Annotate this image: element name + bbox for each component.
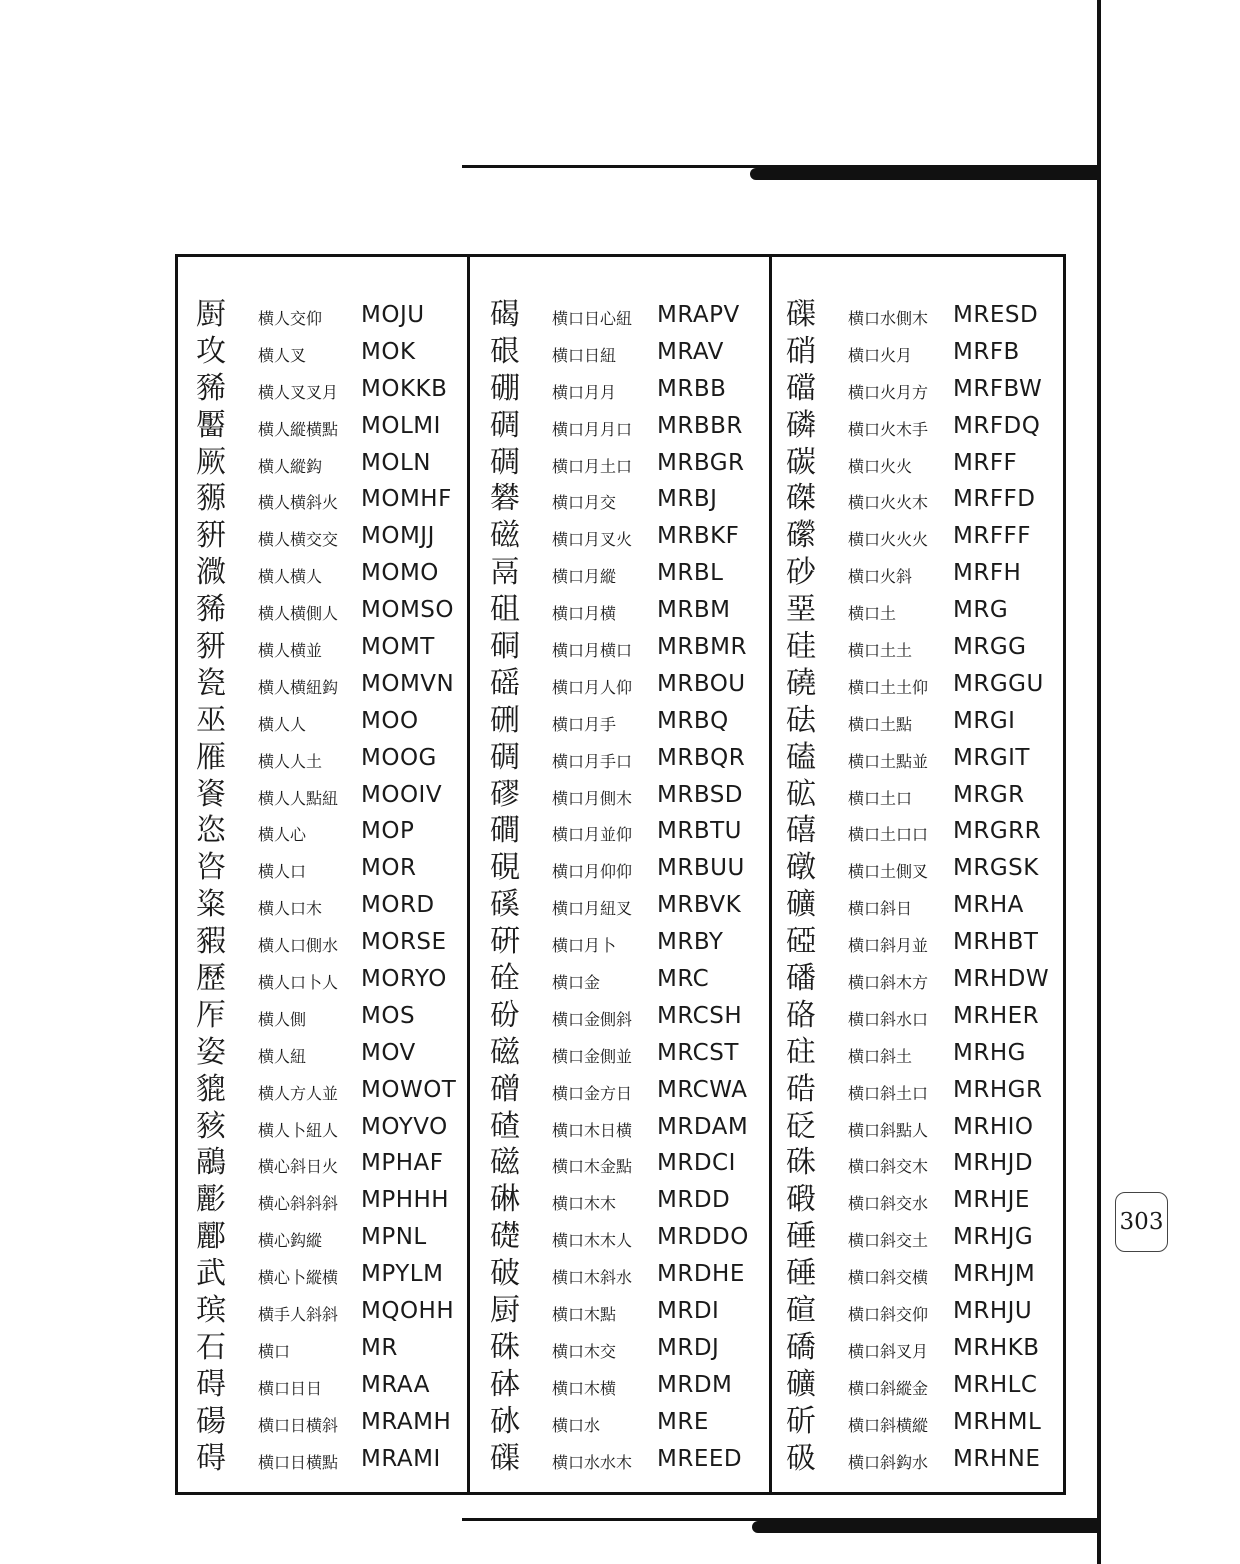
radical-sequence: 横口水側木 [848, 309, 929, 328]
radical-sequence: 横口日横點 [258, 1452, 339, 1472]
character: 碍 [196, 1366, 226, 1402]
radical-sequence: 横口火火 [848, 456, 913, 476]
input-code: MRHJE [953, 1187, 1030, 1214]
input-code: MRGGU [953, 670, 1044, 697]
character: 礦 [786, 1366, 816, 1402]
character: 硅 [786, 629, 816, 665]
input-code: MOR [361, 855, 417, 882]
input-code: MOYVO [361, 1113, 448, 1140]
radical-sequence: 横口月人仰 [552, 677, 633, 697]
character: 礂 [786, 813, 816, 849]
input-code: MRAV [657, 338, 724, 365]
character: 攻 [196, 333, 226, 369]
character: 碄 [490, 1182, 520, 1218]
input-code: MRAPV [657, 302, 740, 328]
character: 武 [196, 1256, 226, 1292]
input-code: MRGI [953, 707, 1016, 734]
radical-sequence: 横口木日横 [552, 1120, 633, 1140]
input-code: MRBJ [657, 486, 718, 513]
radical-sequence: 横口火木手 [848, 419, 929, 439]
input-code: MRGIT [953, 744, 1030, 771]
character: 磕 [786, 739, 816, 775]
input-code: MRCSH [657, 1002, 743, 1029]
character: 砭 [786, 1108, 816, 1144]
radical-sequence: 横人横人 [258, 567, 323, 587]
input-code: MRHKB [953, 1334, 1040, 1361]
input-code: MRFH [953, 560, 1022, 587]
character: 碳 [786, 444, 816, 480]
radical-sequence: 横人方人並 [258, 1083, 339, 1103]
input-code: MRAMI [361, 1445, 441, 1472]
radical-sequence: 横人口木 [258, 899, 323, 919]
input-code: MRFB [953, 338, 1020, 365]
input-code: MRBBR [657, 412, 743, 439]
radical-sequence: 横心鈎縱 [258, 1231, 323, 1251]
character: 硃 [786, 1145, 816, 1181]
radical-sequence: 横口月卜 [552, 936, 617, 956]
input-code: MRBSD [657, 781, 744, 808]
input-code: MPHAF [361, 1150, 444, 1177]
input-code: MRHBT [953, 929, 1039, 956]
input-code: MOMO [361, 560, 439, 587]
input-code: MRGRR [953, 818, 1042, 845]
page-number: 303 [1115, 1192, 1168, 1252]
input-code: MRC [657, 966, 710, 993]
character: 硃 [490, 1329, 520, 1365]
radical-sequence: 横口金側斜 [552, 1009, 633, 1029]
radical-sequence: 横口斜交仰 [848, 1305, 929, 1325]
input-code: MRDM [657, 1371, 733, 1398]
radical-sequence: 横口日日 [258, 1378, 323, 1398]
input-code: MRHJD [953, 1150, 1034, 1177]
character: 碉 [490, 407, 520, 443]
footer-rule-thick [752, 1521, 1100, 1533]
radical-sequence: 横口月土口 [552, 456, 633, 476]
page-edge-rule [1097, 0, 1101, 1564]
character: 砏 [490, 997, 520, 1033]
radical-sequence: 横口斜交木 [848, 1157, 929, 1177]
input-code: MOO [361, 707, 419, 734]
character: 礯 [786, 518, 816, 554]
character: 硯 [490, 850, 520, 886]
character: 砂 [786, 555, 816, 591]
radical-sequence: 横口金側並 [552, 1046, 633, 1066]
radical-sequence: 横手人斜斜 [258, 1305, 339, 1325]
radical-sequence: 横口水水木 [552, 1452, 633, 1472]
input-code: MRHIO [953, 1113, 1034, 1140]
input-code: MRBOU [657, 670, 746, 697]
character: 礄 [786, 1329, 816, 1365]
radical-sequence: 横心斜斜斜 [258, 1194, 339, 1214]
radical-sequence: 横口木木人 [552, 1231, 633, 1251]
radical-sequence: 横口金方日 [552, 1083, 633, 1103]
radical-sequence: 横口 [258, 1341, 291, 1361]
input-code: MOLMI [361, 412, 441, 439]
input-code: MOOIV [361, 781, 443, 808]
character: 豲 [196, 481, 226, 517]
character: 厨 [490, 1293, 520, 1329]
character: 破 [490, 1256, 520, 1292]
input-code: MRDCI [657, 1150, 736, 1177]
input-code: MOK [361, 338, 416, 365]
radical-sequence: 横口木木 [552, 1194, 617, 1214]
radical-sequence: 横口土土 [848, 641, 913, 661]
radical-sequence: 横口木交 [552, 1341, 617, 1361]
input-code: MOKKB [361, 375, 448, 402]
radical-sequence: 横口月月口 [552, 419, 633, 439]
character: 碫 [786, 1182, 816, 1218]
input-code: MRHA [953, 892, 1024, 919]
input-code: MRHER [953, 1002, 1040, 1029]
input-code: MRFFF [953, 523, 1032, 550]
input-code: MRBQR [657, 744, 746, 771]
radical-sequence: 横口木斜水 [552, 1268, 633, 1288]
character: 礅 [786, 850, 816, 886]
radical-sequence: 横口木點 [552, 1305, 617, 1325]
input-code: MOS [361, 1002, 416, 1029]
character: 碉 [490, 739, 520, 775]
radical-sequence: 横人横並 [258, 641, 323, 661]
character: 鬲 [490, 555, 520, 591]
radical-sequence: 横人紐 [258, 1046, 307, 1066]
radical-sequence: 横口月仰仰 [552, 862, 633, 882]
character: 硎 [490, 702, 520, 738]
input-code: MRHNE [953, 1445, 1041, 1472]
radical-sequence: 横心斜日火 [258, 1157, 339, 1177]
input-code: MRFFD [953, 486, 1036, 513]
character: 恣 [196, 813, 226, 849]
input-code: MRHML [953, 1408, 1042, 1435]
character: 㕑 [196, 297, 226, 332]
character: 磁 [490, 518, 520, 554]
character: 雁 [196, 739, 226, 775]
input-code: MRCWA [657, 1076, 748, 1103]
input-code: MRFF [953, 449, 1018, 476]
radical-sequence: 横口斜叉月 [848, 1341, 929, 1361]
input-code: MRG [953, 597, 1009, 624]
input-code: MRBQ [657, 707, 729, 734]
input-code: MRBKF [657, 523, 740, 550]
radical-sequence: 横口水 [552, 1415, 601, 1435]
input-code: MRHG [953, 1039, 1026, 1066]
character: 貔 [196, 1071, 226, 1107]
character: 瑸 [196, 1293, 226, 1329]
input-code: MRDDO [657, 1224, 749, 1251]
character: 巫 [196, 702, 226, 738]
input-code: MQOHH [361, 1298, 455, 1325]
character: 餈 [196, 776, 226, 812]
input-code: MOJU [361, 302, 425, 328]
character: 石 [196, 1329, 226, 1365]
radical-sequence: 横人横交交 [258, 530, 339, 550]
character: 磁 [490, 1034, 520, 1070]
column-divider [467, 257, 470, 1492]
character: 硏 [490, 924, 520, 960]
input-code: MRAA [361, 1371, 431, 1398]
character: 砐 [786, 1440, 816, 1476]
input-code: MRGG [953, 634, 1027, 661]
radical-sequence: 横口斜交土 [848, 1231, 929, 1251]
input-code: MRBGR [657, 449, 745, 476]
radical-sequence: 横口斜鈎水 [848, 1452, 929, 1472]
radical-sequence: 横人横側人 [258, 604, 339, 624]
character: 瓷 [196, 665, 226, 701]
character: 豨 [196, 370, 226, 406]
radical-sequence: 横口斜日 [848, 899, 913, 919]
input-code: MRFBW [953, 375, 1043, 402]
radical-sequence: 横口斜横縱 [848, 1415, 929, 1435]
input-code: MRDAM [657, 1113, 749, 1140]
character: 磻 [786, 961, 816, 997]
radical-sequence: 横口月手 [552, 714, 617, 734]
character: 豥 [196, 1108, 226, 1144]
radical-sequence: 横口月並仰 [552, 825, 633, 845]
character: 鷊 [196, 1145, 226, 1181]
radical-sequence: 横口斜交水 [848, 1194, 929, 1214]
input-code: MRFDQ [953, 412, 1041, 439]
radical-sequence: 横口日心紐 [552, 309, 633, 328]
radical-sequence: 横口土口 [848, 788, 913, 808]
input-code: MOWOT [361, 1076, 457, 1103]
input-code: MRHJM [953, 1261, 1036, 1288]
input-code: MRBVK [657, 892, 742, 919]
input-code: MRGSK [953, 855, 1039, 882]
input-code: MOOG [361, 744, 437, 771]
radical-sequence: 横口月叉火 [552, 530, 633, 550]
radical-sequence: 横口月月 [552, 382, 617, 402]
character: 酈 [196, 1219, 226, 1255]
input-code: MOMT [361, 634, 435, 661]
radical-sequence: 横口火月 [848, 345, 913, 365]
character: 磘 [490, 665, 520, 701]
character: 砝 [786, 702, 816, 738]
input-code: MRBMR [657, 634, 747, 661]
radical-sequence: 横口月横 [552, 604, 617, 624]
input-code: MORSE [361, 929, 447, 956]
radical-sequence: 横口斜水口 [848, 1009, 929, 1029]
character: 磲 [786, 297, 816, 332]
input-code: MRBL [657, 560, 724, 587]
character: 磵 [490, 813, 520, 849]
input-code: MOP [361, 818, 415, 845]
header-rule-thick [750, 168, 1100, 180]
radical-sequence: 横口土點並 [848, 751, 929, 771]
character: 礦 [786, 887, 816, 923]
character: 磎 [490, 887, 520, 923]
radical-sequence: 横人卜紐人 [258, 1120, 339, 1140]
character: 歷 [196, 961, 226, 997]
radical-sequence: 横人人 [258, 714, 307, 734]
character: 硾 [786, 1219, 816, 1255]
character: 磽 [786, 665, 816, 701]
character: 豨 [196, 592, 226, 628]
radical-sequence: 横心卜縱横 [258, 1268, 339, 1288]
input-code: MRE [657, 1408, 709, 1435]
radical-sequence: 横人横紐鈎 [258, 677, 339, 697]
radical-sequence: 横口月紐叉 [552, 899, 633, 919]
character: 㵟 [196, 555, 226, 591]
character: 磟 [490, 776, 520, 812]
radical-sequence: 横口斜縱金 [848, 1378, 929, 1398]
input-code: MRDHE [657, 1261, 745, 1288]
radical-sequence: 横口木金點 [552, 1157, 633, 1177]
character: 䃁 [786, 924, 816, 960]
radical-sequence: 横口斜點人 [848, 1120, 929, 1140]
character: 碍 [196, 1440, 226, 1476]
character: 礑 [786, 370, 816, 406]
input-code: MRHJU [953, 1298, 1033, 1325]
input-code: MPHHH [361, 1187, 450, 1214]
radical-sequence: 横口月手口 [552, 751, 633, 771]
character: 礎 [490, 1219, 520, 1255]
radical-sequence: 横口土口口 [848, 825, 929, 845]
character: 硾 [786, 1256, 816, 1292]
character: 砵 [490, 1366, 520, 1402]
input-code: MRHGR [953, 1076, 1043, 1103]
character: 碹 [786, 1293, 816, 1329]
radical-sequence: 横人心 [258, 825, 307, 845]
radical-sequence: 横人叉 [258, 345, 307, 365]
radical-sequence: 横口月側木 [552, 788, 633, 808]
input-code: MRHDW [953, 966, 1050, 993]
character: 硍 [490, 333, 520, 369]
character: 堊 [786, 592, 816, 628]
character: 砿 [786, 776, 816, 812]
character: 砠 [490, 592, 520, 628]
character: 豭 [196, 924, 226, 960]
input-code: MOMVN [361, 670, 455, 697]
radical-sequence: 横人縱鈎 [258, 456, 323, 476]
input-code: MRGR [953, 781, 1025, 808]
character: 硞 [786, 1071, 816, 1107]
character: 硐 [490, 629, 520, 665]
input-code: MRHLC [953, 1371, 1038, 1398]
radical-sequence: 横口斜交横 [848, 1268, 929, 1288]
radical-sequence: 横口月縱 [552, 567, 617, 587]
radical-sequence: 横口火斜 [848, 567, 913, 587]
input-code: MPYLM [361, 1261, 444, 1288]
character: 咨 [196, 850, 226, 886]
character: 豣 [196, 518, 226, 554]
character: 硂 [490, 961, 520, 997]
character: 粢 [196, 887, 226, 923]
input-code: MRDJ [657, 1334, 720, 1361]
character: 硌 [786, 997, 816, 1033]
input-code: MRESD [953, 302, 1039, 328]
radical-sequence: 横口金 [552, 973, 601, 993]
radical-sequence: 横口斜月並 [848, 936, 929, 956]
radical-sequence: 横口土點 [848, 714, 913, 734]
radical-sequence: 横口日横斜 [258, 1415, 339, 1435]
character: 斫 [786, 1403, 816, 1439]
input-code: MR [361, 1334, 398, 1361]
input-code: MRAMH [361, 1408, 452, 1435]
input-code: MRBTU [657, 818, 742, 845]
character: 厏 [196, 997, 226, 1033]
input-code: MOV [361, 1039, 416, 1066]
radical-sequence: 横口日紐 [552, 345, 617, 365]
character: 砅 [490, 1403, 520, 1439]
radical-sequence: 横人叉叉月 [258, 382, 339, 402]
radical-sequence: 横口火月方 [848, 382, 929, 402]
radical-sequence: 横人横斜火 [258, 493, 339, 513]
input-code: MRHJG [953, 1224, 1034, 1251]
radical-sequence: 横口斜木方 [848, 973, 929, 993]
character: 彲 [196, 1182, 226, 1218]
input-code: MRDD [657, 1187, 731, 1214]
character: 碴 [490, 1108, 520, 1144]
radical-sequence: 横人人土 [258, 751, 323, 771]
character: 厥 [196, 444, 226, 480]
input-code: MOLN [361, 449, 431, 476]
character: 磁 [490, 1145, 520, 1181]
radical-sequence: 横口土 [848, 604, 897, 624]
input-code: MOMHF [361, 486, 452, 513]
radical-sequence: 横口土土仰 [848, 677, 929, 697]
radical-sequence: 横口火火木 [848, 493, 929, 513]
input-code: MRDI [657, 1298, 720, 1325]
radical-sequence: 横口斜土口 [848, 1083, 929, 1103]
character: 碉 [490, 444, 520, 480]
radical-sequence: 横人口卜人 [258, 973, 339, 993]
character: 磲 [490, 1440, 520, 1476]
radical-sequence: 横人口側水 [258, 936, 339, 956]
input-code: MRBB [657, 375, 727, 402]
radical-sequence: 横人人點紐 [258, 788, 339, 808]
character: 礬 [490, 481, 520, 517]
input-code: MPNL [361, 1224, 427, 1251]
character: 硝 [786, 333, 816, 369]
input-code: MRCST [657, 1039, 739, 1066]
input-code: MRBUU [657, 855, 745, 882]
radical-sequence: 横口木横 [552, 1378, 617, 1398]
radical-sequence: 横口月横口 [552, 641, 633, 661]
column-divider [769, 257, 772, 1492]
character: 硼 [490, 370, 520, 406]
input-code: MOMJJ [361, 523, 435, 550]
input-code: MOMSO [361, 597, 454, 624]
character: 姿 [196, 1034, 226, 1070]
input-code: MORYO [361, 966, 447, 993]
character: 靨 [196, 407, 226, 443]
radical-sequence: 横人口 [258, 862, 307, 882]
character: 磳 [490, 1071, 520, 1107]
radical-sequence: 横口月交 [552, 493, 617, 513]
radical-sequence: 横口火火火 [848, 530, 929, 550]
radical-sequence: 横人側 [258, 1009, 307, 1029]
radical-sequence: 横口土側叉 [848, 862, 929, 882]
code-table [175, 254, 1066, 1495]
radical-sequence: 横人交仰 [258, 309, 323, 328]
input-code: MREED [657, 1445, 743, 1472]
character: 磔 [786, 481, 816, 517]
input-code: MRBM [657, 597, 731, 624]
character: 砫 [786, 1034, 816, 1070]
character: 碭 [196, 1403, 226, 1439]
radical-sequence: 横人縱横點 [258, 419, 339, 439]
character: 豜 [196, 629, 226, 665]
character: 磷 [786, 407, 816, 443]
input-code: MORD [361, 892, 435, 919]
character: 碣 [490, 297, 520, 332]
input-code: MRBY [657, 929, 724, 956]
radical-sequence: 横口斜土 [848, 1046, 913, 1066]
